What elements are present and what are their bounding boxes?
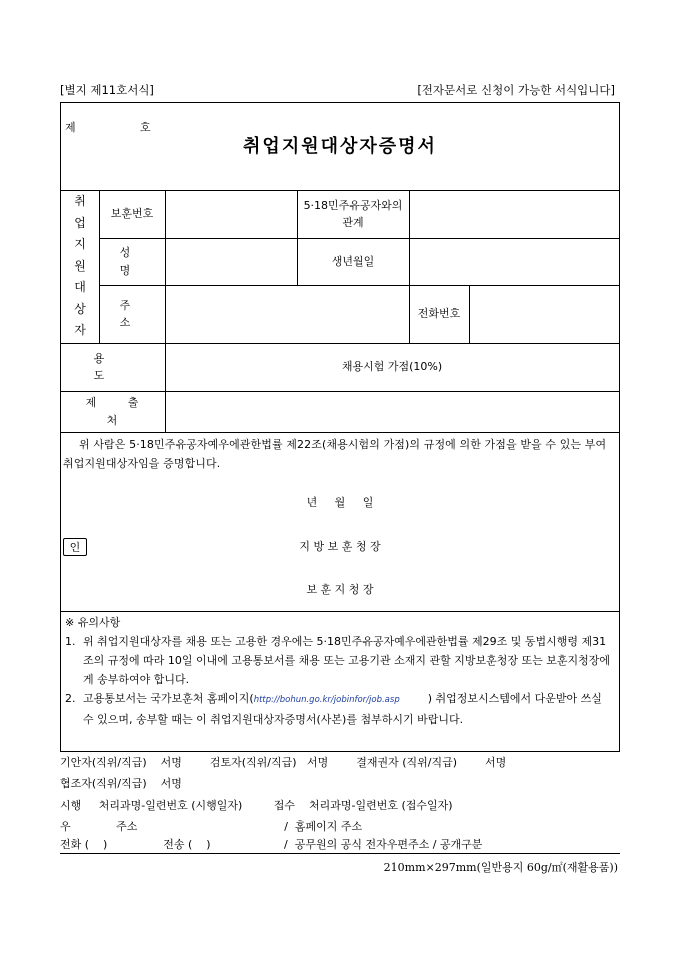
usage-label: 용 도	[93, 351, 147, 382]
birth-date-input[interactable]	[409, 238, 619, 285]
birth-date-label: 생년월일	[331, 254, 375, 268]
document-title: 취업지원대상자증명서	[243, 136, 437, 158]
relation-label: 5·18민주유공자와의 관계	[303, 198, 403, 229]
relation-input[interactable]	[409, 190, 619, 238]
veteran-number-label: 보훈번호	[110, 207, 154, 221]
address-input[interactable]	[165, 285, 409, 343]
footer-enforcement-line: 시행 처리과명-일련번호 (시행일자) 접수 처리과명-일련번호 (접수일자)	[60, 799, 453, 812]
doc-number-prefix: 제	[65, 121, 76, 134]
homepage-link[interactable]: http://bohun.go.kr/jobinfor/job.asp	[253, 695, 400, 705]
footer-cooperation-line: 협조자(직위/직급) 서명	[60, 777, 182, 790]
usage-value: 채용시험 가점(10%)	[341, 360, 443, 374]
note-2-text-b: ) 취업정보시스템에서 다운받아 쓰실 수 있으며, 송부할 때는 이 취업지원대상자증명서(사본)를 첨부하시기 바랍니다.	[83, 692, 602, 726]
veteran-number-input[interactable]	[165, 190, 297, 238]
submit-to-input[interactable]	[165, 391, 619, 432]
issue-date: 년 월 일	[306, 496, 374, 510]
address-label: 주 소	[119, 298, 145, 329]
footer-address-line: 우 주소 / 홈페이지 주소	[60, 820, 363, 833]
footer-approval-line: 기안자(직위/직급) 서명 검토자(직위/직급) 서명 결재권자 (직위/직급) 서명	[60, 756, 507, 769]
paper-spec: 210mm×297mm(일반용지 60g/㎡(재활용품))	[383, 861, 618, 874]
phone-label: 전화번호	[417, 307, 461, 321]
notes-section	[65, 613, 615, 729]
note-2-text-a: 고용통보서는 국가보훈처 홈페이지(	[83, 692, 254, 705]
notes-title: ※ 유의사항	[65, 616, 121, 629]
electronic-filing-note: [전자문서로 신청이 가능한 서식입니다]	[417, 83, 615, 97]
submit-to-label: 제 출 처	[85, 396, 153, 427]
phone-input[interactable]	[469, 285, 619, 343]
note-2-number: 2.	[65, 692, 76, 705]
certification-text: 위 사람은 5·18민주유공자예우에관한법률 제22조(채용시험의 가점)의 규정에 의한 가점을 받을 수 있는 부여취업지원대상자임을 증명합니다.	[63, 438, 607, 470]
name-label: 성 명	[119, 246, 145, 277]
note-item-2	[65, 689, 615, 729]
note-item-1	[65, 632, 615, 689]
note-1-number: 1.	[65, 635, 76, 648]
note-1-text: 위 취업지원대상자를 채용 또는 고용한 경우에는 5·18민주유공자예우에관한법률 제29조 및 동법시행령 제31조의 규정에 따라 10일 이내에 고용통보서를 채용 또는 고용기관 소재지 관할 지방보훈청장 또는 보훈지청장에게 송부하여야 합니다.	[83, 635, 610, 686]
form-number: [별지 제11호서식]	[60, 83, 154, 97]
certificate-form	[60, 102, 620, 752]
doc-number-suffix: 호	[140, 121, 151, 134]
regional-office-head: 지 방 보 훈 청 장	[299, 540, 381, 554]
applicant-section-label: 취업지원대상자	[74, 193, 86, 338]
branch-office-head: 보 훈 지 청 장	[306, 583, 374, 597]
name-input[interactable]	[165, 238, 297, 285]
seal-stamp: 인	[63, 538, 87, 556]
footer-contact-line: 전화 ( ) 전송 ( ) / 공무원의 공식 전자우편주소 / 공개구분	[60, 838, 483, 851]
